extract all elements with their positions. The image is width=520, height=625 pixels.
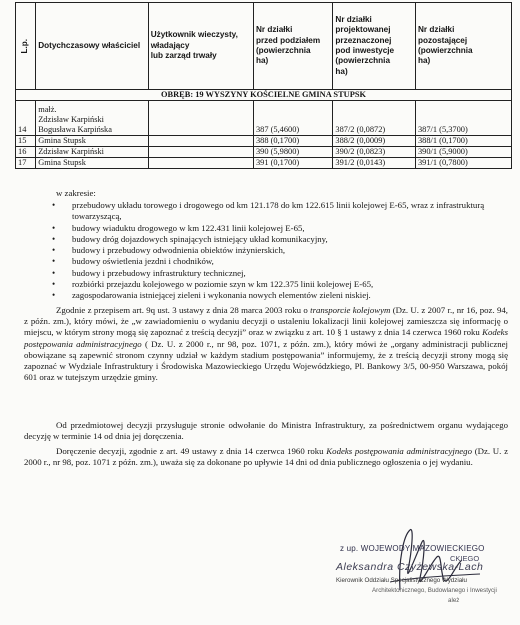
cell-parcel-before: 391 (0,1700): [253, 158, 332, 169]
precinct-row: [16, 90, 512, 101]
list-item: • budowy i przebudowy odwodnienia obiektów inżynierskich,: [52, 245, 286, 256]
cell-parcel-remaining: 391/1 (0,7800): [415, 158, 511, 169]
stamp-role: Kierownik Oddziału Specjalistycznego Wydziału: [336, 577, 467, 584]
cell-owner: Zdzisław Karpiński: [36, 147, 149, 158]
stamp-authority-fragment: CKIEGO: [450, 554, 480, 563]
bullet-icon: •: [52, 267, 56, 278]
header-owner: Dotychczasowy właściciel: [36, 3, 149, 90]
table-row: [16, 147, 512, 158]
header-parcel-projected: Nr działki projektowanej przeznaczonej pod inwestycje (powierzchnia ha): [333, 3, 416, 90]
bullet-icon: •: [52, 279, 56, 290]
paragraph-appeal: Od przedmiotowej decyzji przysługuje stronie odwołanie do Ministra Infrastruktury, za pośrednictwem organu wydającego decyzję w terminie 14 od dnia jej doręczenia.: [24, 420, 508, 442]
cell-owner: Gmina Stupsk: [36, 136, 149, 147]
cell-parcel-projected: 390/2 (0,0823): [333, 147, 416, 158]
list-item: • budowy i przebudowy infrastruktury technicznej,: [52, 267, 246, 278]
list-item: • budowy dróg dojazdowych spinających istniejący układ komunikacyjny,: [52, 233, 328, 244]
table-row: [16, 101, 512, 136]
stamp-role-line3: ależ: [448, 597, 460, 604]
cell-user: [148, 147, 253, 158]
works-list: [40, 200, 502, 302]
cell-parcel-remaining: 387/1 (5,3700): [415, 101, 511, 136]
cell-user: [148, 158, 253, 169]
cell-parcel-projected: 387/2 (0,0872): [333, 101, 416, 136]
cell-parcel-before: 387 (5,4600): [253, 101, 332, 136]
table-header-row: [16, 3, 512, 90]
cell-owner: Gmina Stupsk: [36, 158, 149, 169]
header-user: Użytkownik wieczysty, władający lub zarząd trwały: [148, 3, 253, 90]
cell-parcel-projected: 391/2 (0,0143): [333, 158, 416, 169]
stamp-name: Aleksandra Czyżewska-Lach: [336, 561, 484, 573]
cell-lp: 16: [16, 147, 36, 158]
cell-lp: 15: [16, 136, 36, 147]
paragraph-delivery: Doręczenie decyzji, zgodnie z art. 49 ustawy z dnia 14 czerwca 1960 roku Kodeks postępowania administracyjnego (Dz. U. z 2000 r., nr 98, poz. 1071 z późn. zm.), uważa się za dokonane po upływie 14 dni od dnia publicznego ogłoszenia o jej wydaniu.: [24, 446, 508, 468]
bullet-icon: •: [52, 290, 56, 301]
header-parcel-remaining: Nr działki pozostającej (powierzchnia ha): [415, 3, 511, 90]
bullet-icon: •: [52, 245, 56, 256]
header-parcel-before: Nr działki przed podziałem (powierzchnia ha): [253, 3, 332, 90]
stamp-role-line2: Architektonicznego, Budowlanego i Inwestycji: [372, 587, 497, 594]
cell-user: [148, 101, 253, 136]
cell-owner: małż. Zdzisław Karpiński Bogusława Karpińska: [36, 101, 149, 136]
list-item: • budowy oświetlenia jezdni i chodników,: [52, 256, 214, 267]
cell-parcel-before: 388 (0,1700): [253, 136, 332, 147]
bullet-icon: •: [52, 233, 56, 244]
list-item: • budowy wiaduktu drogowego w km 122.431 linii kolejowej E-65,: [52, 222, 305, 233]
cell-user: [148, 136, 253, 147]
table-row: [16, 136, 512, 147]
stamp-authority: z up. WOJEWODY MAZOWIECKIEGO: [340, 544, 485, 553]
parcel-table: [15, 2, 512, 169]
list-item: • rozbiórki przejazdu kolejowego w poziomie szyn w km 122.375 linii kolejowej E-65,: [52, 279, 374, 290]
precinct-title: OBRĘB: 19 WYSZYNY KOŚCIELNE GMINA STUPSK: [16, 90, 512, 101]
bullet-icon: •: [52, 222, 56, 233]
list-item: • zagospodarowania istniejącej zieleni i wykonania nowych elementów zieleni niskiej.: [52, 290, 371, 301]
cell-lp: 14: [16, 101, 36, 136]
scope-intro: w zakresie:: [56, 188, 96, 198]
cell-parcel-remaining: 388/1 (0,1700): [415, 136, 511, 147]
cell-lp: 17: [16, 158, 36, 169]
bullet-icon: •: [52, 200, 56, 210]
header-lp: L.p.: [16, 3, 36, 90]
bullet-icon: •: [52, 256, 56, 267]
paragraph-access-info: Zgodnie z przepisem art. 9q ust. 3 ustawy z dnia 28 marca 2003 roku o transporcie kolejowym (Dz. U. z 2007 r., nr 16, poz. 94, z późn. zm.), który mówi, że „w zawiadomieniu o wydaniu decyzji o ustaleniu lokalizacji linii kolejowej zamieszcza się informację o miejscu, w którym strony mogą się zapoznać z treścią decyzji” oraz w związku z art. 10 § 1 ustawy z dnia 14 czerwca 1960 roku Kodeks postępowania administracyjnego ( Dz. U. z 2000 r., nr 98, poz. 1071, z późn. zm.), który mówi że „organy administracji publicznej obowiązane są zapewnić stronom czynny udział w każdym stadium postępowania” informujemy, że z treścią decyzji strony mogą się zapoznać w Wydziale Infrastruktury i Środowiska Mazowieckiego Urzędu Wojewódzkiego, Pl. Bankowy 3/5, 00-950 Warszawa, pokój 601 oraz w tutejszym urzędzie gminy.: [24, 305, 508, 383]
table-row: [16, 158, 512, 169]
cell-parcel-projected: 388/2 (0,0009): [333, 136, 416, 147]
list-item: • przebudowy układu torowego i drogowego od km 121.178 do km 122.615 linii kolejowej E-65, wraz z infrastrukturą towarzyszącą,: [52, 200, 485, 222]
cell-parcel-remaining: 390/1 (5,9000): [415, 147, 511, 158]
cell-parcel-before: 390 (5,9800): [253, 147, 332, 158]
